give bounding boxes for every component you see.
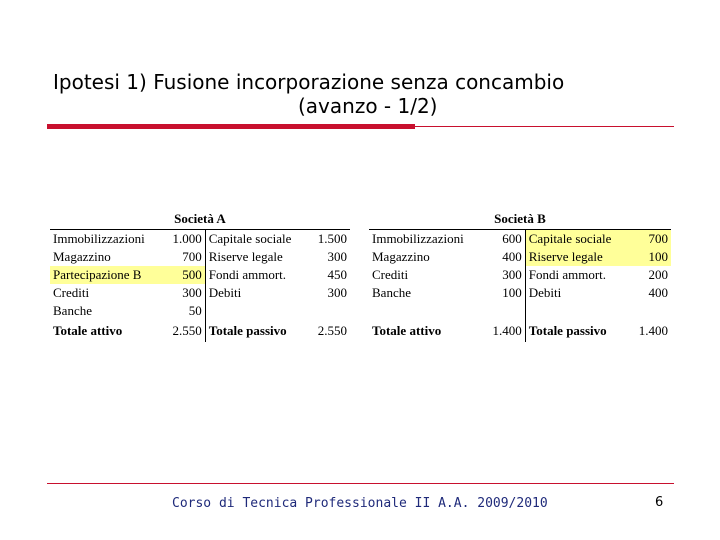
table-row [50,302,350,320]
asset-value: 100 [483,284,525,302]
asset-value: 600 [483,230,525,249]
asset-label: Crediti [53,285,90,300]
total-assets-label: Totale attivo [372,323,442,338]
total-row [369,320,671,342]
title-underline [47,124,674,129]
slide-title-line-2: (avanzo - 1/2) [298,94,438,118]
asset-value: 300 [164,284,206,302]
liability-label: Fondi ammort. [528,267,607,282]
asset-value-highlighted: 500 [164,266,206,284]
liability-value: 1.500 [309,230,350,249]
asset-value: 50 [164,302,206,320]
asset-label: Banche [53,303,92,318]
table-row [50,266,350,284]
total-assets-value: 2.550 [164,320,206,342]
liability-value: 400 [648,285,668,300]
total-liabilities-label: Totale passivo [208,323,287,338]
asset-label: Crediti [372,267,409,282]
total-liabilities-label: Totale passivo [528,323,607,338]
liability-value: 300 [327,249,347,264]
liability-label: Riserve legale [208,249,283,264]
balance-sheet-a [50,209,350,342]
page-number: 6 [655,495,664,510]
table-b-header: Società B [494,211,546,226]
liability-label: Capitale sociale [205,230,309,249]
table-row [50,284,350,302]
liability-label-highlighted: Riserve legale [525,248,629,266]
liability-value: 450 [327,267,347,282]
liability-value: 200 [648,267,668,282]
total-liabilities-value: 2.550 [317,323,347,338]
asset-value: 400 [483,248,525,266]
asset-label: Magazzino [53,249,111,264]
liability-label: Debiti [208,285,242,300]
title-underline-thick [47,124,415,129]
liability-value: 300 [327,285,347,300]
table-row [50,230,350,249]
liability-value [309,302,350,320]
liability-label-highlighted: Capitale sociale [525,230,629,249]
table-a-header: Società A [174,211,226,226]
asset-label: Banche [372,285,411,300]
asset-label: Immobilizzazioni [50,230,164,249]
total-row [50,320,350,342]
asset-label: Magazzino [372,249,430,264]
liability-label: Fondi ammort. [208,267,287,282]
table-row [369,230,671,249]
liability-label: Debiti [528,285,562,300]
liability-value-highlighted: 700 [630,230,671,249]
slide-title [53,70,673,118]
footer-course-text: Corso di Tecnica Professionale II A.A. 2009/2010 [172,496,548,511]
asset-value: 700 [164,248,206,266]
title-underline-thin [415,126,674,127]
total-assets-label: Totale attivo [53,323,123,338]
footer-divider [47,483,674,484]
liability-value-highlighted: 100 [630,248,671,266]
table-row [369,284,671,302]
liability-label [205,302,309,320]
asset-value: 300 [483,266,525,284]
table-row [369,266,671,284]
spacer-row [369,302,671,320]
balance-sheet-b [369,209,671,342]
total-liabilities-value: 1.400 [638,323,668,338]
slide-title-line-1: Ipotesi 1) Fusione incorporazione senza concambio [53,70,565,94]
asset-label: Immobilizzazioni [369,230,483,249]
total-assets-value: 1.400 [483,320,525,342]
table-row [369,248,671,266]
table-row [50,248,350,266]
asset-label-highlighted: Partecipazione B [50,266,164,284]
asset-value: 1.000 [164,230,206,249]
